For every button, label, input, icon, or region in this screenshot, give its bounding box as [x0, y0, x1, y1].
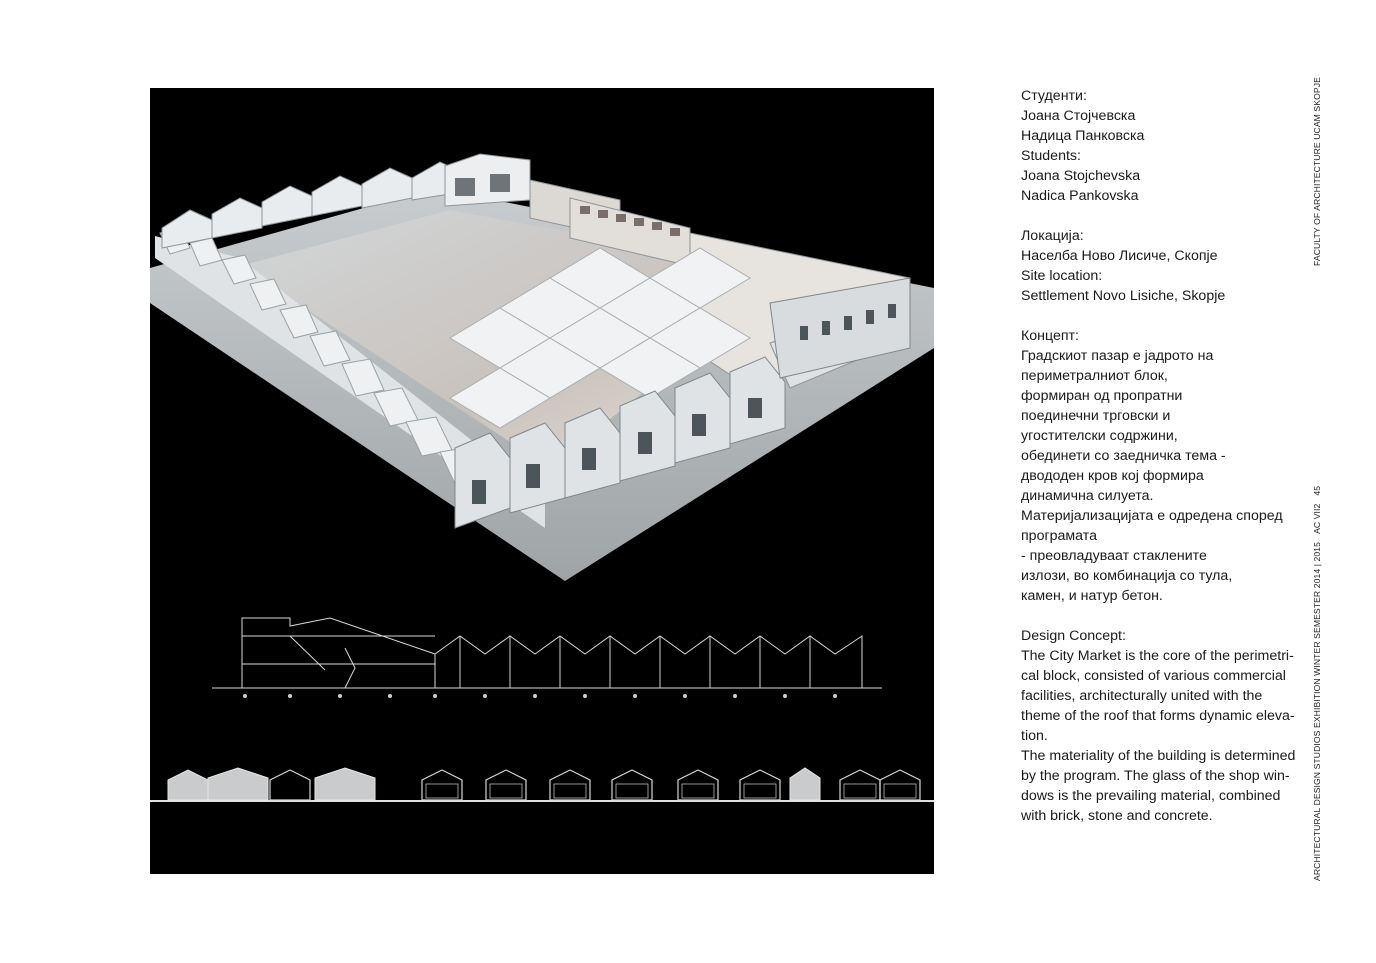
- course-code: AC VII2: [1312, 503, 1322, 534]
- elevation-drawing: [150, 768, 934, 802]
- concept-mk-line: камен, и натур бетон.: [1021, 588, 1163, 604]
- concept-mk-line: двододен кров кој формира: [1021, 468, 1204, 484]
- concept-mk-line: - преовладуваат стаклените: [1021, 548, 1207, 564]
- project-image-panel: [150, 88, 934, 874]
- students-mk-label: Студенти:: [1021, 88, 1087, 104]
- exhibition-label: ARCHITECTURAL DESIGN STUDIOS EXHIBITION WINTER SEMESTER 2014 | 2015: [1312, 541, 1322, 881]
- concept-en-line: with brick, stone and concrete.: [1021, 808, 1213, 824]
- concept-mk-line: Градскиот пазар е јадрото на: [1021, 348, 1214, 364]
- architecture-drawings: [150, 88, 934, 874]
- concept-en-line: cal block, consisted of various commercial: [1021, 668, 1286, 684]
- concept-mk-line: излози, во комбинација со тула,: [1021, 568, 1233, 584]
- concept-en-line: The City Market is the core of the perimetri-: [1021, 648, 1294, 664]
- concept-mk-line: Материјализацијата е одредена според: [1021, 508, 1283, 524]
- concept-en-line: theme of the roof that forms dynamic eleva-: [1021, 708, 1295, 724]
- location-en-label: Site location:: [1021, 268, 1103, 284]
- concept-mk-line: обединети со заедничка тема -: [1021, 448, 1226, 464]
- concept-mk-label: Концепт:: [1021, 328, 1079, 344]
- concept-mk-line: програмата: [1021, 528, 1097, 544]
- student-1-mk: Јоана Стојчевска: [1021, 108, 1136, 124]
- location-mk: Населба Ново Лисиче, Скопје: [1021, 248, 1218, 264]
- location-mk-label: Локација:: [1021, 228, 1084, 244]
- model-photo: [150, 154, 934, 581]
- concept-mk-line: угостителски содржини,: [1021, 428, 1178, 444]
- faculty-label: FACULTY OF ARCHITECTURE UCAM SKOPJE: [1312, 77, 1322, 266]
- concept-en-line: tion.: [1021, 728, 1048, 744]
- concept-en-label: Design Concept:: [1021, 628, 1126, 644]
- students-en-label: Students:: [1021, 148, 1081, 164]
- concept-mk-line: динамична силуета.: [1021, 488, 1154, 504]
- page-number: 45: [1312, 485, 1322, 496]
- student-2-mk: Надица Панковска: [1021, 128, 1145, 144]
- concept-mk-line: периметралниот блок,: [1021, 368, 1168, 384]
- concept-en-line: facilities, architecturally united with the: [1021, 688, 1263, 704]
- concept-en-line: The materiality of the building is determined: [1021, 748, 1296, 764]
- student-1-en: Joana Stojchevska: [1021, 168, 1141, 184]
- section-drawing: [212, 618, 882, 698]
- location-en: Settlement Novo Lisiche, Skopje: [1021, 288, 1226, 304]
- concept-mk-line: формиран од пропратни: [1021, 388, 1183, 404]
- exhibition-sidebar: [1312, 486, 1322, 881]
- concept-en-line: dows is the prevailing material, combined: [1021, 788, 1281, 804]
- student-2-en: Nadica Pankovska: [1021, 188, 1139, 204]
- concept-en-line: by the program. The glass of the shop win-: [1021, 768, 1290, 784]
- concept-mk-line: поединечни трговски и: [1021, 408, 1171, 424]
- project-description: [1021, 86, 1296, 826]
